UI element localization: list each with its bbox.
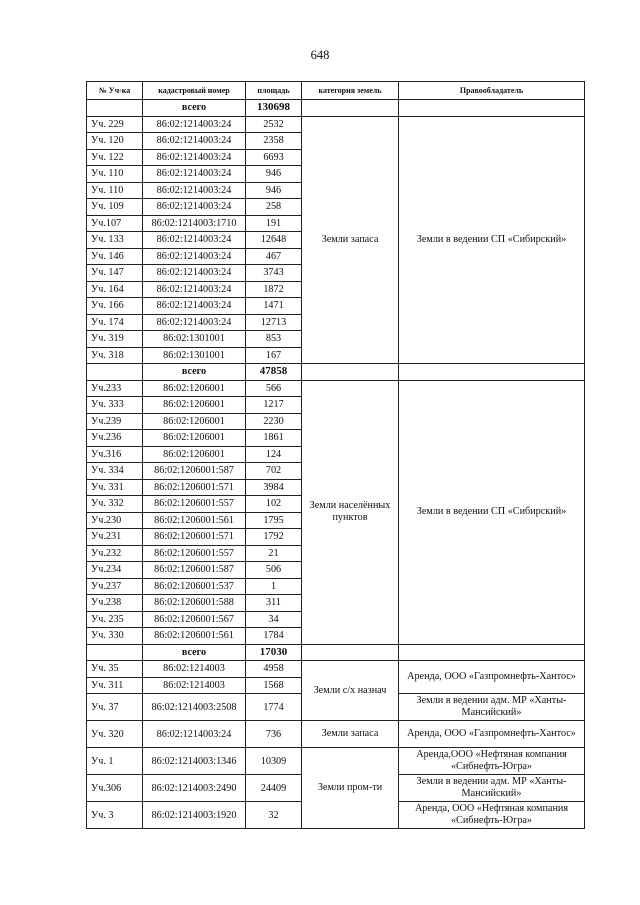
plot-area: 167: [246, 347, 302, 364]
cadastral-number: 86:02:1206001:557: [143, 545, 246, 562]
cadastral-number: 86:02:1214003:24: [143, 248, 246, 265]
plot-area: 124: [246, 446, 302, 463]
plot-number: Уч.234: [87, 562, 143, 579]
total-area: 47858: [246, 364, 302, 381]
cadastral-number: 86:02:1206001: [143, 397, 246, 414]
table-row: [87, 661, 585, 678]
owner: Аренда, ООО «Газпромнефть-Хантос»: [399, 661, 585, 694]
table-header-row: [87, 82, 585, 100]
land-category: Земли запаса: [302, 721, 399, 748]
plot-area: 2532: [246, 116, 302, 133]
plot-area: 506: [246, 562, 302, 579]
cadastral-number: 86:02:1214003:1920: [143, 802, 246, 829]
plot-area: 10309: [246, 748, 302, 775]
total-empty-cell: [399, 364, 585, 381]
plot-number: Уч. 146: [87, 248, 143, 265]
plot-number: Уч. 229: [87, 116, 143, 133]
cadastral-number: 86:02:1206001:567: [143, 611, 246, 628]
table-row: [87, 380, 585, 397]
total-label: всего: [143, 364, 246, 381]
land-plots-table: [86, 81, 585, 829]
cadastral-number: 86:02:1214003:24: [143, 149, 246, 166]
total-empty-cell: [302, 644, 399, 661]
plot-area: 258: [246, 199, 302, 216]
cadastral-number: 86:02:1214003: [143, 677, 246, 694]
plot-number: Уч.107: [87, 215, 143, 232]
plot-number: Уч. 164: [87, 281, 143, 298]
plot-number: Уч. 330: [87, 628, 143, 645]
group-total-row: [87, 644, 585, 661]
cadastral-number: 86:02:1206001:561: [143, 512, 246, 529]
plot-area: 12713: [246, 314, 302, 331]
plot-number: Уч. 334: [87, 463, 143, 480]
cadastral-number: 86:02:1206001:571: [143, 529, 246, 546]
total-area: 17030: [246, 644, 302, 661]
plot-area: 34: [246, 611, 302, 628]
cadastral-number: 86:02:1206001:537: [143, 578, 246, 595]
plot-number: Уч. 37: [87, 694, 143, 721]
cadastral-number: 86:02:1206001:557: [143, 496, 246, 513]
header-land-category: категория земель: [302, 82, 399, 100]
table-row: [87, 748, 585, 775]
plot-area: 191: [246, 215, 302, 232]
owner: Земли в ведении СП «Сибирский»: [399, 116, 585, 364]
cadastral-number: 86:02:1301001: [143, 331, 246, 348]
plot-number: Уч.238: [87, 595, 143, 612]
cadastral-number: 86:02:1214003:24: [143, 721, 246, 748]
table-body: [87, 100, 585, 829]
plot-number: Уч. 174: [87, 314, 143, 331]
total-empty-cell: [87, 644, 143, 661]
cadastral-number: 86:02:1206001:588: [143, 595, 246, 612]
cadastral-number: 86:02:1214003:24: [143, 116, 246, 133]
table-row: [87, 116, 585, 133]
owner: Аренда, ООО «Газпромнефть-Хантос»: [399, 721, 585, 748]
plot-area: 946: [246, 166, 302, 183]
plot-area: 102: [246, 496, 302, 513]
cadastral-number: 86:02:1214003:24: [143, 265, 246, 282]
owner: Земли в ведении СП «Сибирский»: [399, 380, 585, 644]
plot-number: Уч. 332: [87, 496, 143, 513]
plot-area: 1784: [246, 628, 302, 645]
plot-number: Уч.230: [87, 512, 143, 529]
plot-area: 702: [246, 463, 302, 480]
cadastral-number: 86:02:1214003:1346: [143, 748, 246, 775]
plot-area: 21: [246, 545, 302, 562]
plot-area: 4958: [246, 661, 302, 678]
total-label: всего: [143, 644, 246, 661]
plot-area: 1774: [246, 694, 302, 721]
cadastral-number: 86:02:1214003:2508: [143, 694, 246, 721]
plot-number: Уч. 318: [87, 347, 143, 364]
plot-number: Уч. 122: [87, 149, 143, 166]
cadastral-number: 86:02:1206001: [143, 430, 246, 447]
plot-area: 2230: [246, 413, 302, 430]
plot-area: 1471: [246, 298, 302, 315]
cadastral-number: 86:02:1206001: [143, 380, 246, 397]
plot-number: Уч.232: [87, 545, 143, 562]
plot-number: Уч. 235: [87, 611, 143, 628]
plot-area: 3743: [246, 265, 302, 282]
plot-number: Уч. 3: [87, 802, 143, 829]
plot-number: Уч. 147: [87, 265, 143, 282]
plot-number: Уч. 311: [87, 677, 143, 694]
cadastral-number: 86:02:1206001: [143, 413, 246, 430]
plot-number: Уч. 110: [87, 182, 143, 199]
plot-area: 32: [246, 802, 302, 829]
plot-number: Уч.239: [87, 413, 143, 430]
plot-area: 1568: [246, 677, 302, 694]
land-category: Земли с/х назнач: [302, 661, 399, 721]
plot-number: Уч.233: [87, 380, 143, 397]
cadastral-number: 86:02:1214003:24: [143, 314, 246, 331]
total-empty-cell: [399, 644, 585, 661]
land-category: Земли населённых пунктов: [302, 380, 399, 644]
plot-area: 3984: [246, 479, 302, 496]
plot-number: Уч.231: [87, 529, 143, 546]
total-empty-cell: [302, 100, 399, 117]
owner: Аренда,ООО «Нефтяная компания «Сибнефть-Югра»: [399, 748, 585, 775]
cadastral-number: 86:02:1301001: [143, 347, 246, 364]
table-row: [87, 721, 585, 748]
plot-area: 853: [246, 331, 302, 348]
plot-number: Уч. 166: [87, 298, 143, 315]
total-empty-cell: [87, 364, 143, 381]
plot-area: 1795: [246, 512, 302, 529]
cadastral-number: 86:02:1214003:24: [143, 232, 246, 249]
plot-number: Уч. 320: [87, 721, 143, 748]
plot-number: Уч.236: [87, 430, 143, 447]
plot-area: 311: [246, 595, 302, 612]
plot-area: 24409: [246, 775, 302, 802]
plot-number: Уч. 1: [87, 748, 143, 775]
plot-area: 1217: [246, 397, 302, 414]
cadastral-number: 86:02:1214003: [143, 661, 246, 678]
plot-area: 566: [246, 380, 302, 397]
cadastral-number: 86:02:1214003:24: [143, 298, 246, 315]
page-number: 648: [310, 48, 330, 62]
group-total-row: [87, 100, 585, 117]
plot-number: Уч.316: [87, 446, 143, 463]
plot-number: Уч. 319: [87, 331, 143, 348]
group-total-row: [87, 364, 585, 381]
total-area: 130698: [246, 100, 302, 117]
cadastral-number: 86:02:1206001:587: [143, 463, 246, 480]
cadastral-number: 86:02:1214003:24: [143, 281, 246, 298]
plot-number: Уч.237: [87, 578, 143, 595]
plot-area: 467: [246, 248, 302, 265]
cadastral-number: 86:02:1214003:1710: [143, 215, 246, 232]
cadastral-number: 86:02:1214003:24: [143, 199, 246, 216]
plot-area: 1: [246, 578, 302, 595]
total-empty-cell: [302, 364, 399, 381]
plot-area: 946: [246, 182, 302, 199]
cadastral-number: 86:02:1214003:24: [143, 133, 246, 150]
owner: Земли в ведении адм. МР «Ханты-Мансийский»: [399, 775, 585, 802]
plot-area: 1872: [246, 281, 302, 298]
plot-area: 736: [246, 721, 302, 748]
header-area: площадь: [246, 82, 302, 100]
plot-number: Уч.306: [87, 775, 143, 802]
plot-number: Уч. 110: [87, 166, 143, 183]
cadastral-number: 86:02:1206001:561: [143, 628, 246, 645]
land-category: Земли пром-ти: [302, 748, 399, 829]
plot-number: Уч. 331: [87, 479, 143, 496]
plot-number: Уч. 333: [87, 397, 143, 414]
plot-area: 2358: [246, 133, 302, 150]
plot-number: Уч. 120: [87, 133, 143, 150]
plot-area: 12648: [246, 232, 302, 249]
total-empty-cell: [87, 100, 143, 117]
header-plot-number: № Уч-ка: [87, 82, 143, 100]
cadastral-number: 86:02:1206001: [143, 446, 246, 463]
plot-area: 1861: [246, 430, 302, 447]
total-empty-cell: [399, 100, 585, 117]
plot-number: Уч. 35: [87, 661, 143, 678]
owner: Аренда, ООО «Нефтяная компания «Сибнефть-Югра»: [399, 802, 585, 829]
plot-number: Уч. 133: [87, 232, 143, 249]
land-category: Земли запаса: [302, 116, 399, 364]
plot-number: Уч. 109: [87, 199, 143, 216]
cadastral-number: 86:02:1214003:24: [143, 166, 246, 183]
total-label: всего: [143, 100, 246, 117]
cadastral-number: 86:02:1206001:571: [143, 479, 246, 496]
cadastral-number: 86:02:1206001:587: [143, 562, 246, 579]
cadastral-number: 86:02:1214003:2490: [143, 775, 246, 802]
header-cadastral-number: кадастровый номер: [143, 82, 246, 100]
plot-area: 6693: [246, 149, 302, 166]
header-owner: Правообладатель: [399, 82, 585, 100]
cadastral-number: 86:02:1214003:24: [143, 182, 246, 199]
plot-area: 1792: [246, 529, 302, 546]
owner: Земли в ведении адм. МР «Ханты-Мансийский»: [399, 694, 585, 721]
